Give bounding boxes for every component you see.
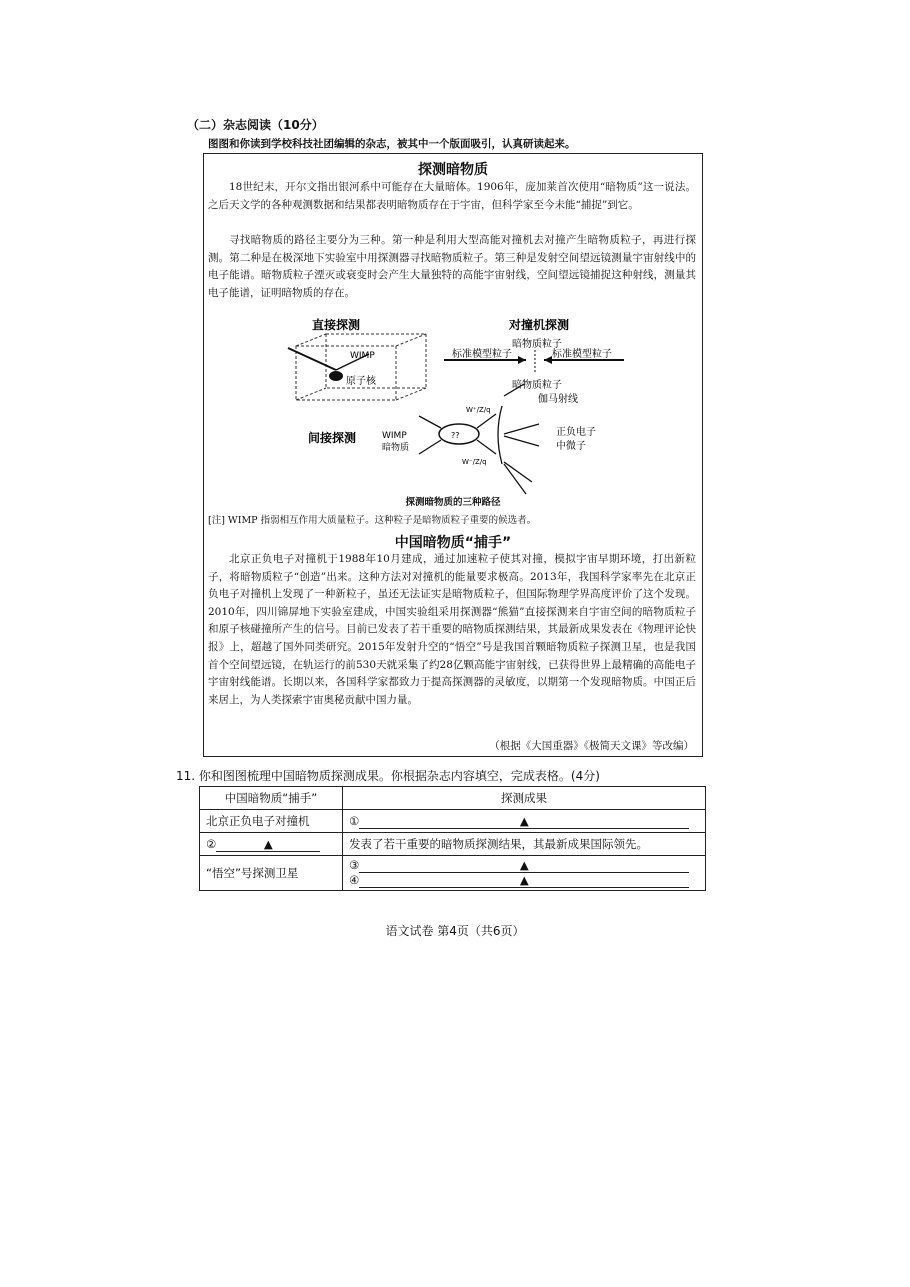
gamma-label: 伽马射线 (538, 394, 578, 405)
dm-label: 暗物质 (382, 443, 410, 453)
collider-label: 对撞机探测 (509, 318, 570, 332)
table-row (200, 787, 706, 810)
positron-label: 正负电子 (556, 427, 596, 438)
w2-label: W⁻/Z/q (462, 458, 487, 466)
qq-label: ?? (451, 431, 460, 440)
w1-label: W⁺/Z/q (466, 406, 491, 414)
row2-result: 发表了若干重要的暗物质探测结果，其最新成果国际领先。 (343, 833, 706, 856)
indirect-label: 间接探测 (308, 431, 357, 445)
answer-blank-4[interactable] (359, 873, 689, 888)
nucleus-dot (329, 371, 343, 381)
article1-para2: 寻找暗物质的路径主要分为三种。第一种是利用大型高能对撞机去对撞产生暗物质粒子，再进行探测。第二种是在极深地下实验室中用探测器寻找暗物质粒子。第三种是发射空间望远镜测量宇宙射线中的电子能谱。暗物质粒子湮灭或衰变时会产生大量独特的高能宇宙射线，空间望远镜捕捉这种射线，测量其电子能谱，证明暗物质的存在。 (208, 234, 696, 299)
answer-blank-1[interactable] (359, 814, 689, 829)
article2-source: （根据《大国重器》《极简天文课》等改编） (489, 740, 694, 752)
blank-number-3: ③ (349, 858, 360, 872)
row3-result-cell (343, 856, 706, 891)
col-header-results: 探测成果 (343, 787, 706, 810)
row1-result-cell (343, 810, 706, 833)
blank-number-2: ② (206, 836, 217, 851)
figure-note: [注] WIMP 指弱相互作用大质量粒子。这种粒子是暗物质粒子重要的候选者。 (208, 515, 537, 526)
figure-caption: 探测暗物质的三种路径 (405, 497, 501, 508)
answer-blank-2[interactable] (216, 837, 320, 852)
blank-marker: ▲ (263, 836, 273, 851)
dm-particle-top-label: 暗物质粒子 (512, 339, 562, 350)
answer-table (199, 786, 706, 891)
row3-catcher: “悟空”号探测卫星 (200, 856, 343, 891)
row1-catcher: 北京正负电子对撞机 (200, 810, 343, 833)
blank-number-1: ① (349, 813, 360, 828)
blank-marker: ▲ (519, 813, 529, 828)
direct-label: 直接探测 (312, 318, 361, 332)
article1-title: 探测暗物质 (418, 162, 488, 178)
article2-title: 中国暗物质“捕手” (394, 535, 512, 551)
detection-diagram (204, 314, 704, 514)
wimp-track (288, 348, 336, 370)
row2-catcher-cell (200, 833, 343, 856)
col-header-catcher: 中国暗物质“捕手” (200, 787, 343, 810)
nucleus-label: 原子核 (346, 376, 376, 387)
detector-box (296, 334, 426, 400)
std-right-label: 标准模型粒子 (552, 349, 612, 360)
table-row (200, 856, 706, 891)
section-intro: 图图和你读到学校科技社团编辑的杂志，被其中一个版面吸引，认真研读起来。 (208, 138, 576, 150)
article1-para1: 18世纪末，开尔文指出银河系中可能存在大量暗体。1906年，庞加莱首次使用“暗物质”这一说法。之后天文学的各种观测数据和结果都表明暗物质存在于宇宙，但科学家至今未能“捕捉”到它。 (208, 181, 696, 211)
section-title: （二）杂志阅读（10分） (187, 118, 324, 132)
wimp-label-indirect: WIMP (382, 431, 407, 441)
neutrino-label: 中微子 (556, 441, 586, 452)
blank-number-4: ④ (349, 873, 360, 887)
answer-blank-3[interactable] (359, 858, 689, 873)
table-row (200, 833, 706, 856)
blank-marker: ▲ (519, 873, 529, 887)
table-row (200, 810, 706, 833)
page-footer: 语文试卷 第4页（共6页） (385, 924, 525, 938)
dm-particle-bottom-label: 暗物质粒子 (512, 380, 562, 391)
magazine-page (203, 153, 703, 757)
blank-marker: ▲ (519, 858, 529, 872)
article2-para: 北京正负电子对撞机于1988年10月建成，通过加速粒子使其对撞，模拟宇宙早期环境，打出新粒子，将暗物质粒子“创造”出来。这种方法对对撞机的能量要求极高。2013年，我国科学家率先在北京正负电子对撞机上发现了一种新粒子，虽还无法证实是暗物质粒子，但国际物理学界高度评价了这个发现。2010年，四川锦屏地下实验室建成，中国实验组采用探测器“熊猫”直接探测来自宇宙空间的暗物质粒子和原子核碰撞所产生的信号。目前已发表了若干重要的暗物质探测结果，其最新成果发表在《物理评论快报》上，超越了国外同类研究。2015年发射升空的“悟空”号是我国首颗暗物质粒子探测卫星，也是我国首个空间望远镜，在轨运行的前530天就采集了约28亿颗高能宇宙射线，已获得世界上最精确的高能电子宇宙射线能谱。长期以来，各国科学家都致力于提高探测器的灵敏度，以期第一个发现暗物质。中国正后来居上，为人类探索宇宙奥秘贡献中国力量。 (208, 553, 696, 706)
std-left-label: 标准模型粒子 (452, 349, 512, 360)
wimp-label-direct: WIMP (350, 351, 375, 361)
question-11: 11. 你和图图梳理中国暗物质探测成果。你根据杂志内容填空，完成表格。(4分) (176, 769, 600, 783)
